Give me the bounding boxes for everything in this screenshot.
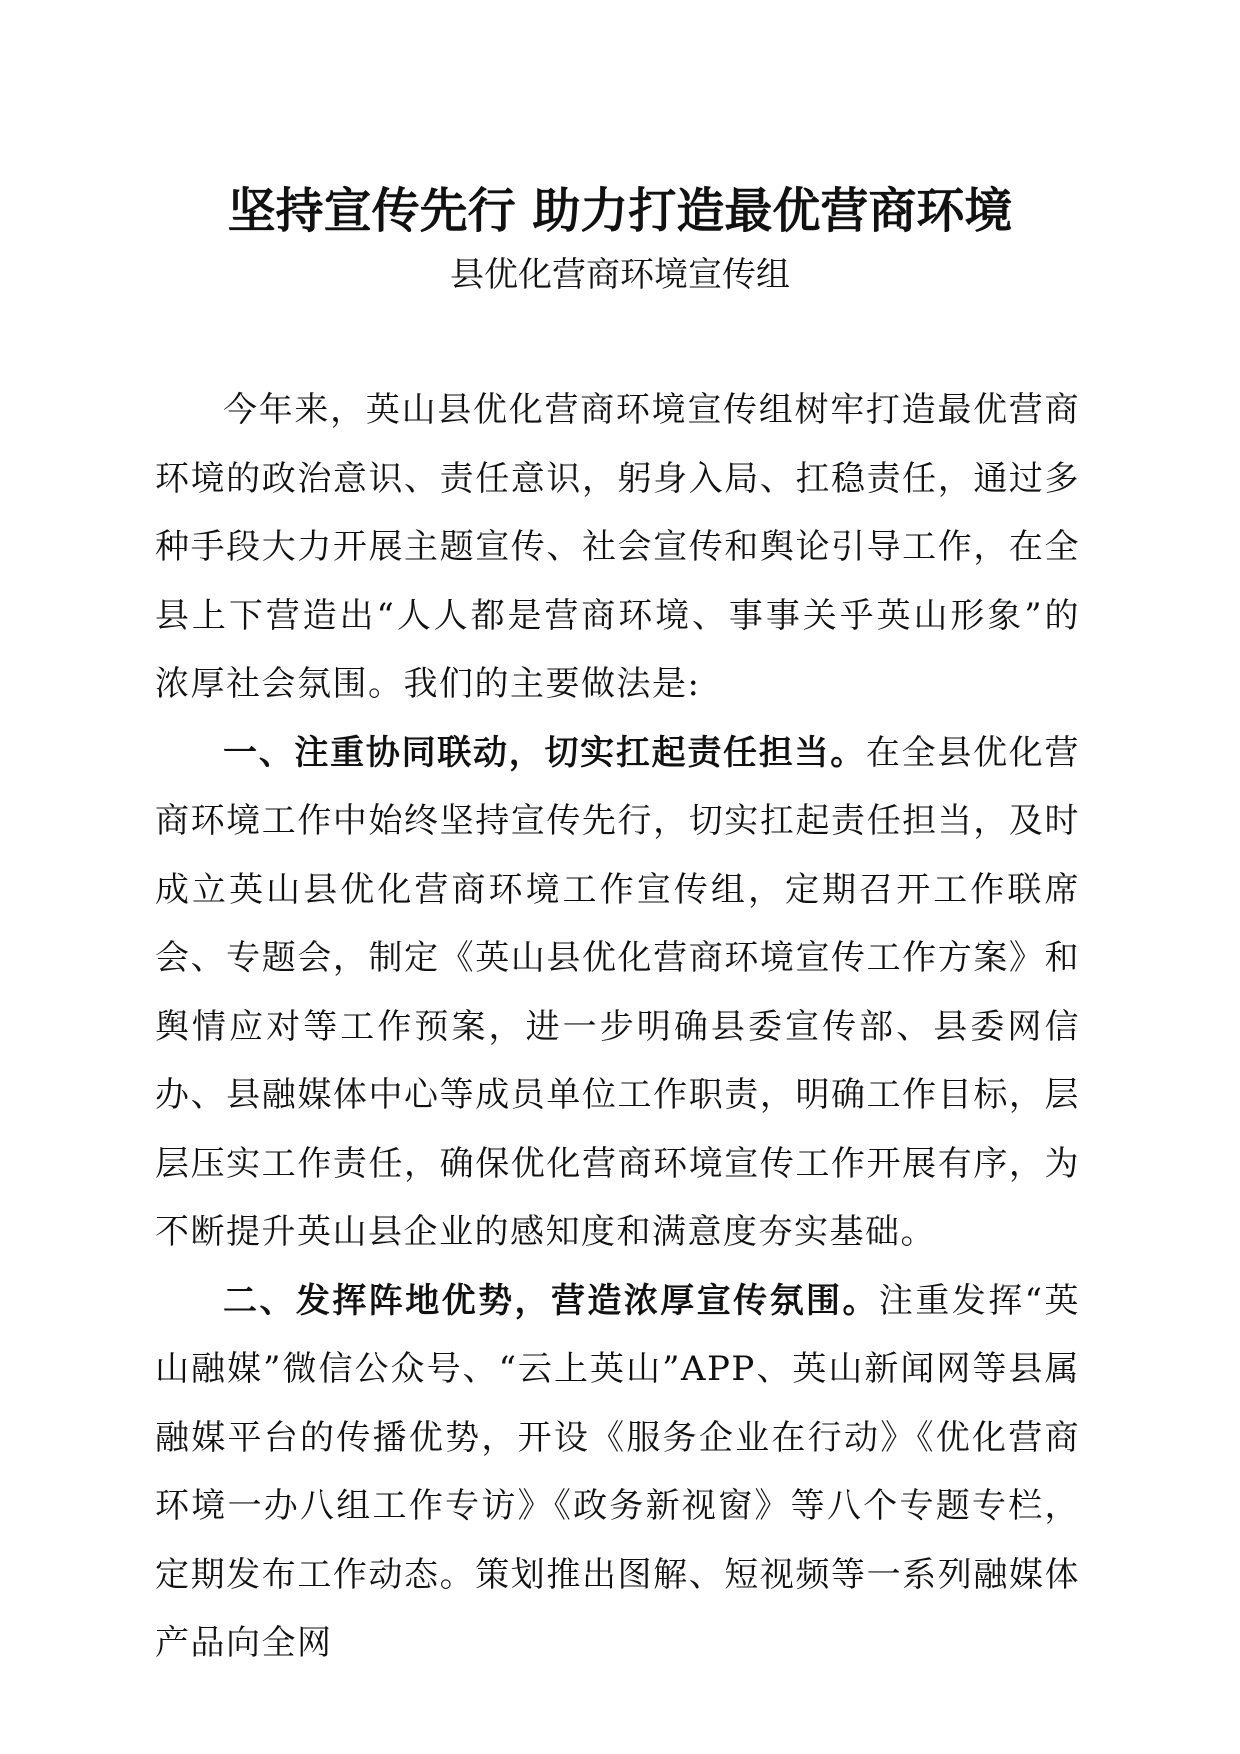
document-title: 坚持宣传先行 助力打造最优营商环境 [227,183,1013,239]
section-1-text: 在全县优化营商环境工作中始终坚持宣传先行，切实扛起责任担当，及时成立英山县优化营商环境工作宣传组，定期召开工作联席会、专题会，制定《英山县优化营商环境宣传工作方案》和舆情应对等工作预案，进一步明确县委宣传部、县委网信办、县融媒体中心等成员单位工作职责，明确工作目标，层层压实工作责任，确保优化营商环境宣传工作开展有序，为不断提升英山县企业的感知度和满意度夯实基础。 [155,732,1081,1252]
document-body [155,376,1080,1678]
paragraph-intro-text: 今年来，英山县优化营商环境宣传组树牢打造最优营商环境的政治意识、责任意识，躬身入局、扛稳责任，通过多种手段大力开展主题宣传、社会宣传和舆论引导工作，在全县上下营造出“人人都是营商环境、事事关乎英山形象”的浓厚社会氛围。我们的主要做法是: [155,390,1080,704]
paragraph-intro [155,376,1080,719]
paragraph-section-2 [155,1267,1080,1678]
section-1-heading: 一、注重协同联动，切实扛起责任担当。 [223,732,866,773]
document-author: 县优化营商环境宣传组 [450,255,790,295]
section-2-heading: 二、发挥阵地优势，营造浓厚宣传氛围。 [223,1280,879,1321]
paragraph-section-1 [155,719,1080,1267]
section-2-text: 注重发挥“英山融媒”微信公众号、“云上英山”APP、英山新闻网等县属融媒平台的传播优势，开设《服务企业在行动》《优化营商环境一办八组工作专访》《政务新视窗》等八个专题专栏，定期发布工作动态。策划推出图解、短视频等一系列融媒体产品向全网 [155,1280,1081,1663]
